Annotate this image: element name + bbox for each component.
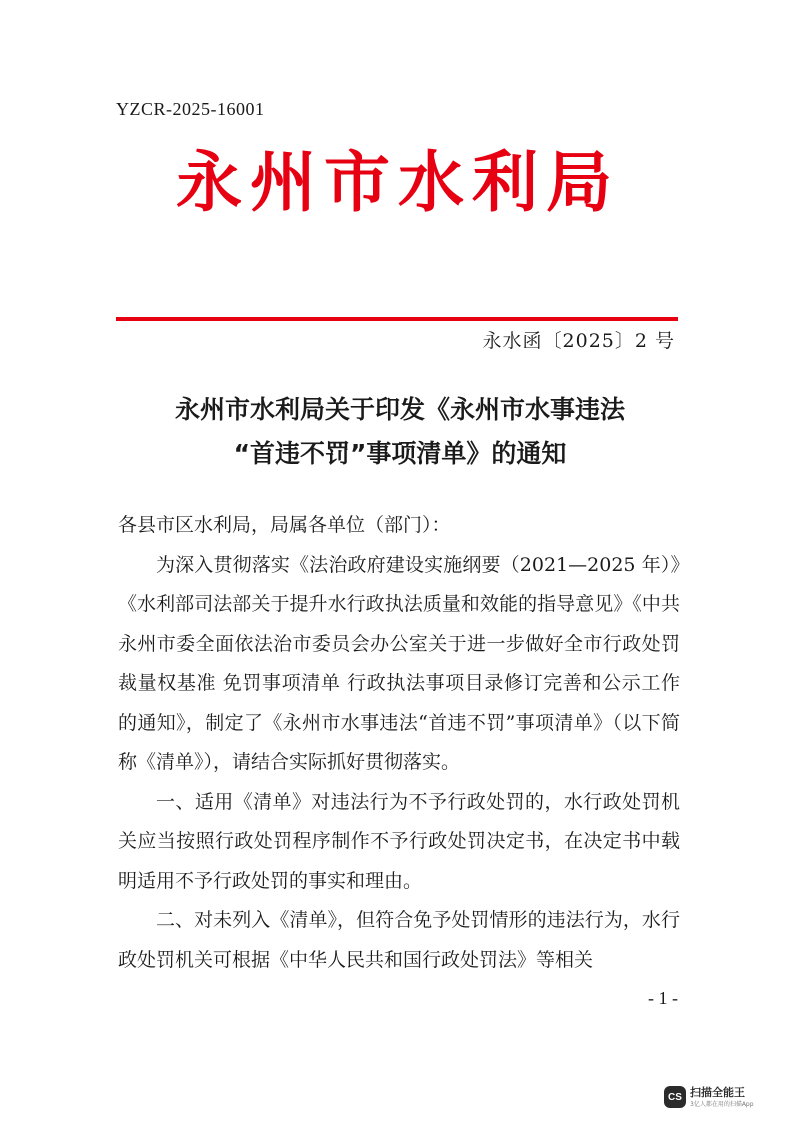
scanner-watermark bbox=[664, 1080, 784, 1114]
camscanner-logo-icon: CS bbox=[664, 1086, 686, 1108]
document-code: YZCR-2025-16001 bbox=[116, 99, 265, 119]
issuing-authority-title: 永州市水利局 bbox=[176, 144, 620, 221]
watermark-tagline: 3亿人都在用的扫描App bbox=[690, 1100, 754, 1108]
body-paragraph: 一、适用《清单》对违法行为不予行政处罚的，水行政处罚机关应当按照行政处罚程序制作不予行政处罚决定书，在决定书中载明适用不予行政处罚的事实和理由。 bbox=[118, 790, 680, 892]
notice-title-line-1: 永州市水利局关于印发《永州市水事违法 bbox=[174, 395, 625, 424]
document-number: 永水函〔2025〕2 号 bbox=[482, 330, 675, 352]
red-header-rule bbox=[116, 317, 678, 321]
page-number: - 1 - bbox=[648, 988, 678, 1008]
body-paragraph: 为深入贯彻落实《法治政府建设实施纲要（2021—2025 年）》《水利部司法部关于提升水行政执法质量和效能的指导意见》《中共永州市委全面依法治市委员会办公室关于进一步做好全市行政处罚裁量权基准 免罚事项清单 行政执法事项目录修订完善和公示工作的通知》，制定了《永州市水事违法“首违不罚”事项清单》（以下简称《清单》），请结合实际抓好贯彻落实。 bbox=[118, 553, 680, 773]
notice-title-line-2: “首违不罚”事项清单》的通知 bbox=[233, 439, 567, 468]
notice-title bbox=[100, 388, 700, 476]
body-paragraph: 二、对未列入《清单》，但符合免予处罚情形的违法行为，水行政处罚机关可根据《中华人民共和国行政处罚法》等相关 bbox=[118, 909, 680, 971]
salutation: 各县市区水利局，局属各单位（部门）： bbox=[118, 514, 451, 536]
notice-body bbox=[118, 506, 680, 980]
watermark-brand: 扫描全能王 bbox=[690, 1085, 745, 1099]
